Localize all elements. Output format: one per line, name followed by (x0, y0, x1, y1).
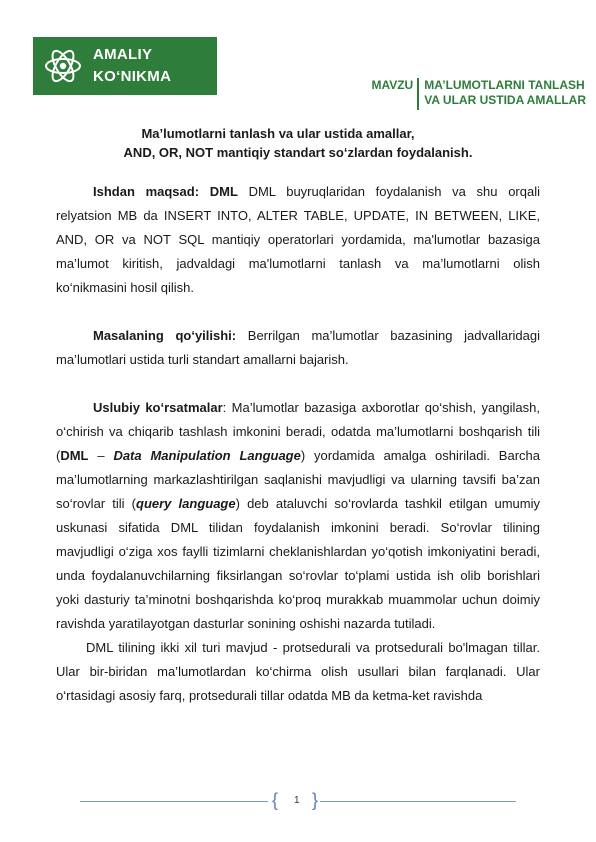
footer-line-left (80, 801, 268, 802)
topic-divider (417, 78, 419, 110)
topic-value (424, 78, 586, 108)
topic-line-2: VA ULAR USTIDA AMALLAR (424, 93, 586, 107)
badge-line-1: AMALIY (93, 46, 153, 63)
topic-header (371, 78, 586, 110)
dml-types-paragraph: DML tilining ikki xil turi mavjud - protsedurali va protsedurali bo'lmagan tillar. Ular bir-biridan ma’lumotlardan ko‘chirma olish usullari bilan farqlanadi. Ular o‘rtasidagi asosiy farq, protsedurali tillar odatda MB da ketma-ket ravishda (56, 640, 540, 703)
title-line-2: AND, OR, NOT mantiqiy standart so‘zlardan foydalanish. (123, 145, 473, 160)
header-badge (33, 37, 217, 95)
page-title (0, 124, 596, 162)
guide-text-4: ) deb ataluvchi so‘rovlarda tashkil etilgan umumiy uskunasi sifatida DML tilidan foydalanish imkonini beradi. So‘rovlar tilining mavjudligi o‘ziga xos faylli tizimlarni cheklanishlardan yo‘qotish imkoniyatini beradi, unda foydalanuvchilarning fiksirlangan so‘rovlar to‘plami ustida ish olib borishlari yoki dasturiy ta’minotni boshqarishda ko‘proq murakkab muammolar uchun doimiy ravishda yaratilayotgan dasturlar sonining oshishi nazarda tutiladi. (56, 496, 540, 631)
query-language-term: query language (136, 496, 236, 511)
topic-line-1: MA’LUMOTLARNI TANLASH (424, 78, 585, 92)
guide-label: Uslubiy ko‘rsatmalar (93, 400, 223, 415)
right-bracket: } (312, 790, 319, 810)
topic-key: MAVZU (371, 78, 414, 92)
title-line-1: Ma’lumotlarni tanlash va ular ustida amallar, (141, 126, 415, 141)
dml-term: DML (60, 448, 89, 463)
task-paragraph (56, 324, 540, 372)
atom-icon (43, 46, 83, 86)
goal-paragraph (56, 180, 540, 300)
dml-expansion: Data Manipulation Language (113, 448, 301, 463)
guide-text-1: : Ma’lumotlar bazasiga axborotlar qo‘shish, yangilash, o‘chirish va chiqarib tashlash imkonini beradi, odatda ma’lumotlarni boshqarish tili ( (56, 400, 541, 463)
guide-text-2: – (88, 448, 114, 463)
guide-text-3: ) yordamida amalga oshiriladi. Barcha ma’lumotlarning markazlashtirilgan saqlanishi mavjudligi va ularning tavsifi ba’zan so‘rovlar tili ( (56, 448, 540, 511)
page-footer (80, 792, 516, 812)
badge-text (93, 44, 171, 88)
badge-line-2: KO‘NIKMA (93, 68, 172, 85)
task-text: Berrilgan ma’lumotlar bazasining jadvallaridagi ma’lumotlari ustida turli standart amallarni bajarish. (56, 328, 540, 367)
page-number: 1 (294, 795, 300, 806)
goal-text: DML buyruqlaridan foydalanish va shu orqali relyatsion MB da INSERT INTO, ALTER TABLE, UPDATE, IN BETWEEN, LIKE, AND, OR va NOT SQL mantiqiy operatorlari yordamida, ma'lumotlar bazasiga ma’lumot kiritish, jadvaldagi ma'lumotlarni tanlash va ma’lumotlarni olish ko‘nikmasini hosil qilish. (56, 184, 540, 295)
guide-paragraph (56, 396, 540, 636)
left-bracket: { (272, 790, 279, 810)
goal-label: Ishdan maqsad: DML (93, 184, 238, 199)
task-label: Masalaning qo‘yilishi: (93, 328, 237, 343)
footer-line-right (320, 801, 516, 802)
document-body (56, 180, 540, 708)
